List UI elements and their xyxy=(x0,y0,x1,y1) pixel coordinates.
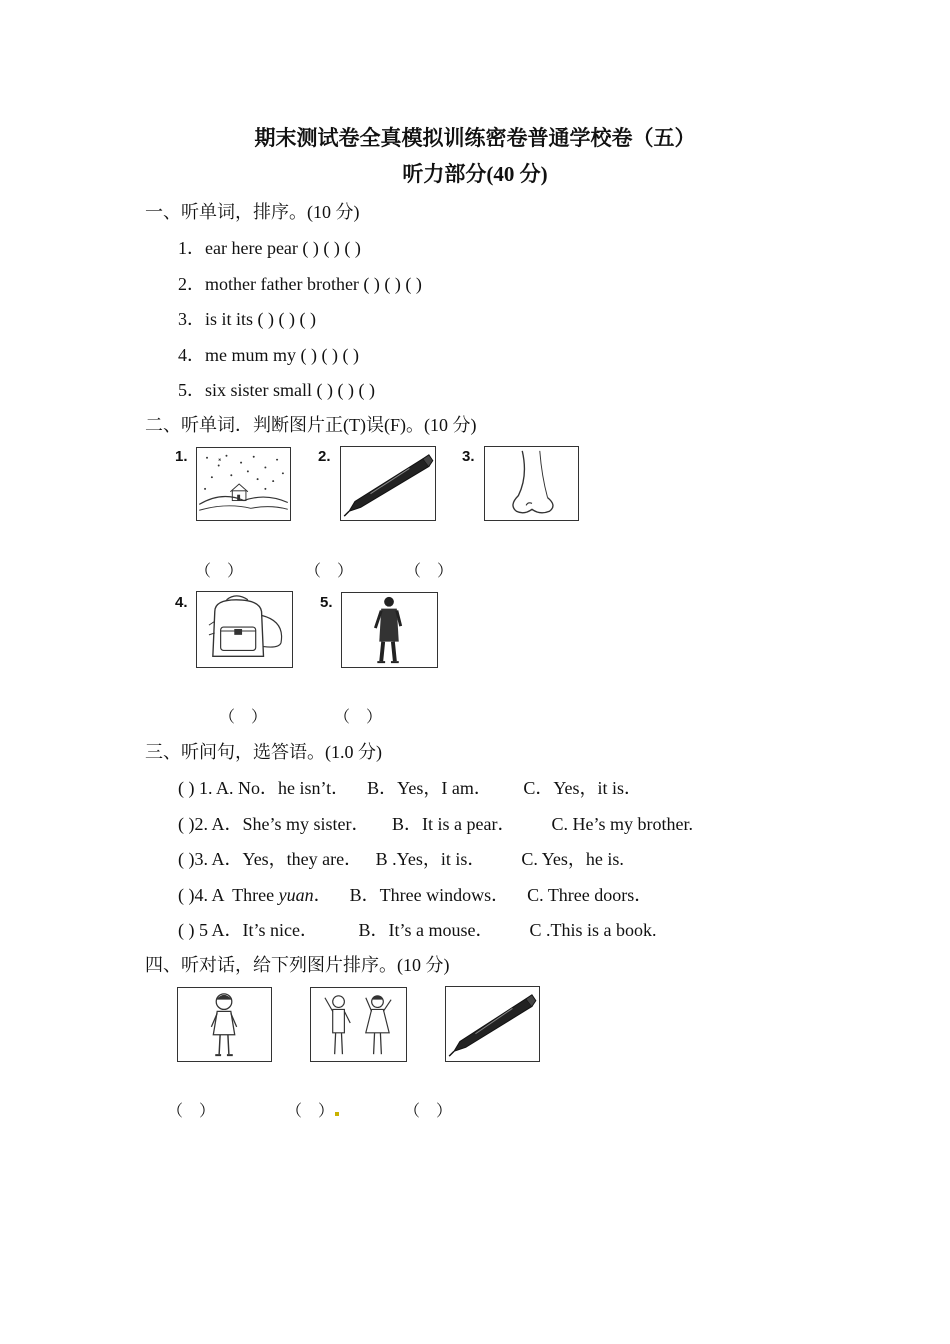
answer-blank[interactable]: （ ） xyxy=(286,1103,335,1120)
pen-icon xyxy=(340,446,436,521)
answer-blank[interactable]: （ ） xyxy=(334,709,383,726)
picture-number: 1. xyxy=(175,448,188,465)
decorative-dot xyxy=(335,1112,339,1116)
nose-icon xyxy=(484,446,579,521)
girl-icon xyxy=(177,987,272,1062)
section1-item: 3．is it its ( ) ( ) ( ) xyxy=(178,309,316,329)
section4-heading: 四、听对话，给下列图片排序。(10 分) xyxy=(145,955,450,975)
snowy-house-icon xyxy=(196,447,291,521)
question-line: ( )2. A．She’s my sister． B．It is a pear． C. He’s my brother. xyxy=(178,814,693,834)
answer-blank[interactable]: （ ） xyxy=(405,563,454,580)
answer-blank[interactable]: （ ） xyxy=(167,1103,216,1120)
answer-blank[interactable]: （ ） xyxy=(404,1103,453,1120)
section3-heading: 三、听问句，选答语。(1.0 分) xyxy=(145,742,382,762)
schoolbag-icon xyxy=(196,591,293,668)
boy-and-girl-icon xyxy=(310,987,407,1062)
man-icon xyxy=(341,592,438,668)
answer-blank[interactable]: （ ） xyxy=(305,563,354,580)
section1-item: 5．six sister small ( ) ( ) ( ) xyxy=(178,380,375,400)
page-title: 期末测试卷全真模拟训练密卷普通学校卷（五） xyxy=(254,126,696,150)
pen-icon xyxy=(445,986,540,1062)
question-line: ( )3. A．Yes，they are． B .Yes，it is． C. Yes，he is. xyxy=(178,849,624,869)
question-line: ( ) 5 A．It’s nice． B．It’s a mouse． C .This is a book. xyxy=(178,920,657,940)
section1-item: 2．mother father brother ( ) ( ) ( ) xyxy=(178,274,422,294)
question-line: ( )4. A Three yuan． B．Three windows． C. Three doors． xyxy=(178,885,653,905)
picture-number: 4. xyxy=(175,594,188,611)
answer-blank[interactable]: （ ） xyxy=(195,563,244,580)
question-line: ( ) 1. A. No．he isn’t． B．Yes，I am． C．Yes，it is． xyxy=(178,778,643,798)
picture-number: 3. xyxy=(462,448,475,465)
section1-item: 1．ear here pear ( ) ( ) ( ) xyxy=(178,238,361,258)
page-subtitle: 听力部分(40 分) xyxy=(402,162,548,186)
answer-blank[interactable]: （ ） xyxy=(219,709,268,726)
section2-heading: 二、听单词．判断图片正(T)误(F)。(10 分) xyxy=(145,415,477,435)
picture-number: 5. xyxy=(320,594,333,611)
section1-item: 4．me mum my ( ) ( ) ( ) xyxy=(178,345,359,365)
picture-number: 2. xyxy=(318,448,331,465)
section1-heading: 一、听单词，排序。(10 分) xyxy=(145,202,360,222)
